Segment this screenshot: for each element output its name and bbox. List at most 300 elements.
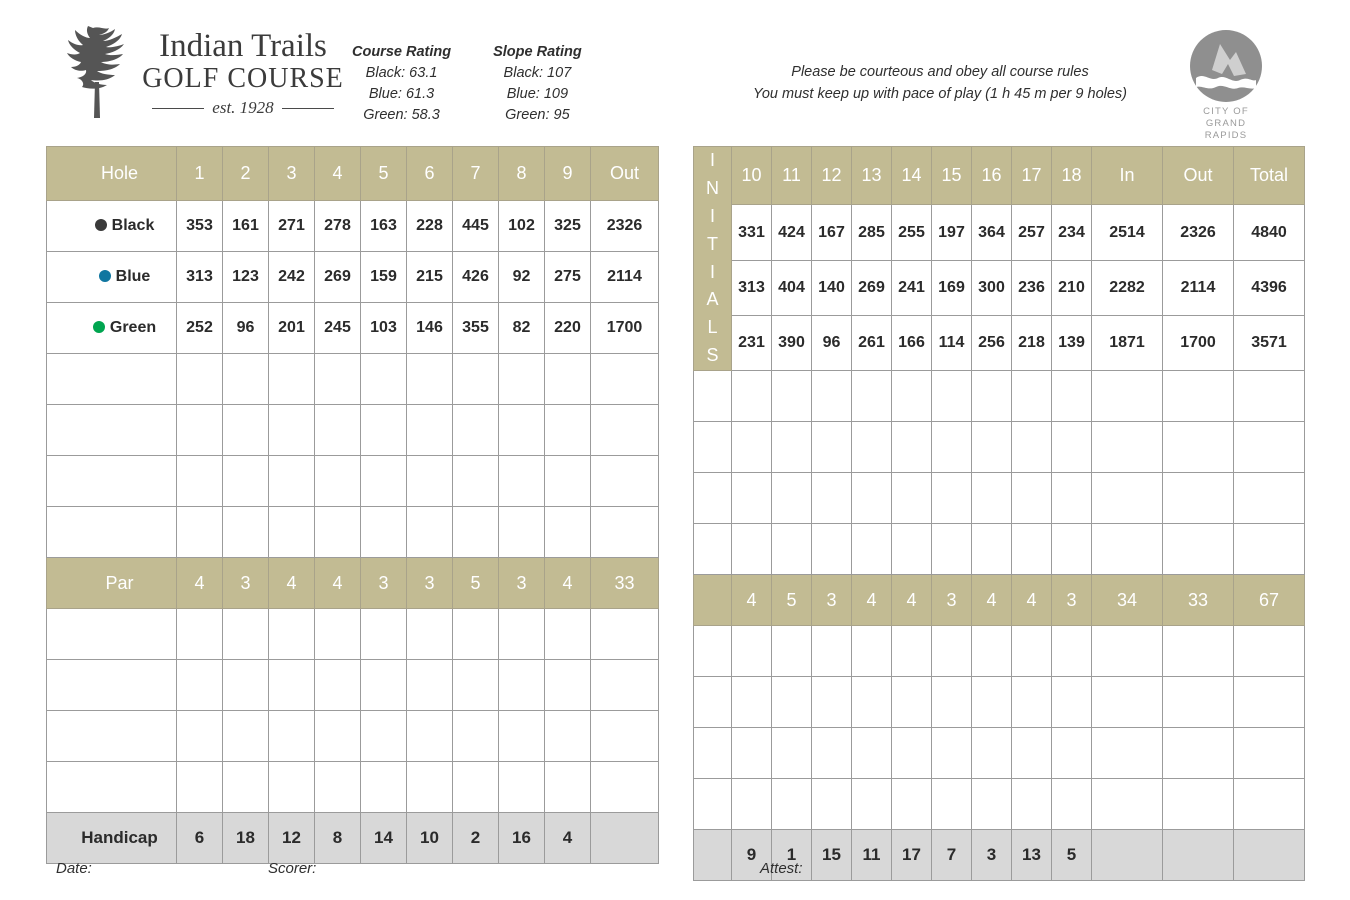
front-blank-cell[interactable] (315, 660, 361, 711)
back-blank-cell[interactable] (932, 422, 972, 473)
front-yardage-cell: 271 (269, 201, 315, 252)
back-blank-cell[interactable] (1234, 626, 1305, 677)
back-blank-cell[interactable] (1092, 524, 1163, 575)
back-initials-blank-cell[interactable] (694, 524, 732, 575)
front-blank-cell[interactable] (269, 405, 315, 456)
back-par-cell: 3 (812, 575, 852, 626)
front-blank-cell[interactable] (177, 354, 223, 405)
front-blank-row (47, 711, 659, 762)
back-blank-cell[interactable] (972, 779, 1012, 830)
back-yardage-cell: 166 (892, 315, 932, 370)
back-in-header: In (1092, 147, 1163, 205)
notice-line-1: Please be courteous and obey all course rules (791, 64, 1089, 80)
back-blank-row (694, 728, 1305, 779)
back-blank-cell[interactable] (852, 626, 892, 677)
front-blank-cell[interactable] (453, 456, 499, 507)
back-blank-cell[interactable] (812, 422, 852, 473)
front-tee-label-black (47, 201, 177, 252)
front-yardage-cell: 325 (545, 201, 591, 252)
front-handicap-cell: 12 (269, 813, 315, 864)
back-blank-cell[interactable] (852, 779, 892, 830)
front-blank-cell[interactable] (269, 660, 315, 711)
front-yardage-cell: 146 (407, 303, 453, 354)
front-tee-row-black (47, 201, 659, 252)
back-blank-cell[interactable] (1092, 728, 1163, 779)
front-blank-cell[interactable] (177, 609, 223, 660)
front-blank-cell[interactable] (269, 762, 315, 813)
back-blank-cell[interactable] (1092, 677, 1163, 728)
back-blank-cell[interactable] (892, 728, 932, 779)
back-blank-cell[interactable] (1163, 626, 1234, 677)
front-blank-cell[interactable] (545, 456, 591, 507)
back-blank-cell[interactable] (772, 524, 812, 575)
front-blank-cell[interactable] (453, 405, 499, 456)
front-blank-cell[interactable] (47, 711, 177, 762)
front-blank-cell[interactable] (269, 711, 315, 762)
back-par-total: 67 (1234, 575, 1305, 626)
front-blank-cell[interactable] (177, 507, 223, 558)
front-blank-cell[interactable] (591, 354, 659, 405)
front-yardage-cell: 245 (315, 303, 361, 354)
front-blank-row (47, 507, 659, 558)
back-blank-cell[interactable] (732, 626, 772, 677)
front-blank-cell[interactable] (407, 609, 453, 660)
scorer-label: Scorer: (268, 860, 317, 877)
front-blank-cell[interactable] (361, 456, 407, 507)
back-initials-blank-cell[interactable] (694, 677, 732, 728)
front-blank-cell[interactable] (223, 354, 269, 405)
front-yardage-cell: 123 (223, 252, 269, 303)
back-blank-cell[interactable] (1234, 473, 1305, 524)
back-blank-cell[interactable] (932, 524, 972, 575)
front-blank-cell[interactable] (47, 405, 177, 456)
back-blank-cell[interactable] (1012, 371, 1052, 422)
front-blank-row (47, 405, 659, 456)
back-yardage-cell: 261 (852, 315, 892, 370)
back-par-cell: 4 (852, 575, 892, 626)
front-yardage-cell: 102 (499, 201, 545, 252)
front-blank-cell[interactable] (545, 405, 591, 456)
back-blank-cell[interactable] (1163, 524, 1234, 575)
back-blank-cell[interactable] (772, 728, 812, 779)
front-yardage-cell: 163 (361, 201, 407, 252)
front-blank-cell[interactable] (361, 660, 407, 711)
front-yardage-cell: 313 (177, 252, 223, 303)
front-yardage-cell: 103 (361, 303, 407, 354)
back-blank-cell[interactable] (1012, 473, 1052, 524)
back-initials-blank-cell[interactable] (694, 779, 732, 830)
back-blank-cell[interactable] (1012, 626, 1052, 677)
back-blank-row (694, 371, 1305, 422)
back-header-row (694, 147, 1305, 205)
front-blank-cell[interactable] (545, 609, 591, 660)
back-yardage-cell: 256 (972, 315, 1012, 370)
back-blank-cell[interactable] (1163, 371, 1234, 422)
city-logo-line2: GRAND (1205, 117, 1247, 129)
front-yardage-cell: 355 (453, 303, 499, 354)
course-rating-title: Course Rating (352, 44, 452, 60)
front-blank-cell[interactable] (269, 609, 315, 660)
back-blank-cell[interactable] (732, 728, 772, 779)
front-blank-cell[interactable] (47, 507, 177, 558)
front-tee-row-blue (47, 252, 659, 303)
front-blank-cell[interactable] (453, 507, 499, 558)
back-total-header: Total (1234, 147, 1305, 205)
front-blank-cell[interactable] (591, 762, 659, 813)
back-blank-cell[interactable] (972, 371, 1012, 422)
front-tee-label-blue (47, 252, 177, 303)
front-blank-cell[interactable] (315, 354, 361, 405)
back-blank-cell[interactable] (1052, 728, 1092, 779)
front-blank-cell[interactable] (269, 354, 315, 405)
back-blank-cell[interactable] (1012, 422, 1052, 473)
back-initials-blank-cell[interactable] (694, 422, 732, 473)
back-blank-cell[interactable] (972, 473, 1012, 524)
back-blank-cell[interactable] (772, 626, 812, 677)
back-blank-cell[interactable] (812, 524, 852, 575)
front-blank-cell[interactable] (223, 660, 269, 711)
front-blank-cell[interactable] (223, 405, 269, 456)
back-blank-cell[interactable] (932, 371, 972, 422)
front-blank-cell[interactable] (269, 456, 315, 507)
back-yardage-cell: 390 (772, 315, 812, 370)
front-blank-cell[interactable] (269, 507, 315, 558)
front-blank-cell[interactable] (545, 711, 591, 762)
back-blank-row (694, 626, 1305, 677)
back-in-total: 2514 (1092, 205, 1163, 260)
front-blank-cell[interactable] (177, 660, 223, 711)
front-par-out: 33 (591, 558, 659, 609)
back-blank-cell[interactable] (932, 677, 972, 728)
front-blank-cell[interactable] (499, 711, 545, 762)
back-par-row (694, 575, 1305, 626)
front-blank-cell[interactable] (499, 762, 545, 813)
front-blank-cell[interactable] (47, 354, 177, 405)
front-blank-cell[interactable] (591, 456, 659, 507)
front-blank-cell[interactable] (591, 609, 659, 660)
course-rating-black: Black: 63.1 (365, 65, 438, 81)
back-blank-cell[interactable] (1234, 779, 1305, 830)
back-hole-header-16: 16 (972, 147, 1012, 205)
front-blank-cell[interactable] (177, 711, 223, 762)
front-blank-cell[interactable] (47, 456, 177, 507)
back-blank-cell[interactable] (932, 473, 972, 524)
back-blank-cell[interactable] (1234, 677, 1305, 728)
back-yardage-cell: 424 (772, 205, 812, 260)
back-blank-cell[interactable] (972, 728, 1012, 779)
back-out-total: 2326 (1163, 205, 1234, 260)
back-blank-cell[interactable] (1234, 371, 1305, 422)
front-yardage-cell: 96 (223, 303, 269, 354)
front-blank-cell[interactable] (361, 354, 407, 405)
back-yardage-cell: 300 (972, 260, 1012, 315)
brand-rule-right (282, 108, 334, 109)
back-blank-cell[interactable] (892, 524, 932, 575)
front-blank-cell[interactable] (407, 405, 453, 456)
back-blank-cell[interactable] (812, 473, 852, 524)
back-initials-blank-cell[interactable] (694, 371, 732, 422)
handicap-label: Handicap (47, 813, 177, 864)
front-blank-cell[interactable] (47, 762, 177, 813)
front-yardage-cell: 269 (315, 252, 361, 303)
front-blank-cell[interactable] (407, 762, 453, 813)
back-in-total: 1871 (1092, 315, 1163, 370)
back-blank-cell[interactable] (732, 779, 772, 830)
front-blank-cell[interactable] (47, 660, 177, 711)
front-blank-cell[interactable] (453, 762, 499, 813)
front-blank-cell[interactable] (591, 711, 659, 762)
back-tee-row-blue (694, 260, 1305, 315)
back-blank-cell[interactable] (932, 626, 972, 677)
back-blank-cell[interactable] (1234, 524, 1305, 575)
back-out-total: 1700 (1163, 315, 1234, 370)
front-blank-cell[interactable] (499, 456, 545, 507)
front-blank-cell[interactable] (407, 354, 453, 405)
tee-name-text: Blue (115, 268, 151, 285)
back-blank-cell[interactable] (932, 728, 972, 779)
front-handicap-cell: 16 (499, 813, 545, 864)
back-blank-row (694, 524, 1305, 575)
back-handicap-cell: 9 (732, 830, 772, 881)
front-par-cell: 3 (407, 558, 453, 609)
back-blank-cell[interactable] (972, 626, 1012, 677)
back-blank-cell[interactable] (812, 779, 852, 830)
back-blank-cell[interactable] (1012, 524, 1052, 575)
back-yardage-cell: 210 (1052, 260, 1092, 315)
back-blank-cell[interactable] (852, 524, 892, 575)
front-blank-cell[interactable] (223, 507, 269, 558)
scorecard-footer (0, 856, 1350, 896)
back-blank-cell[interactable] (772, 779, 812, 830)
back-yardage-cell: 231 (732, 315, 772, 370)
front-blank-cell[interactable] (453, 711, 499, 762)
back-blank-cell[interactable] (1052, 371, 1092, 422)
front-blank-cell[interactable] (177, 405, 223, 456)
back-blank-cell[interactable] (1163, 473, 1234, 524)
back-par-in: 34 (1092, 575, 1163, 626)
back-blank-cell[interactable] (1234, 728, 1305, 779)
back-blank-cell[interactable] (772, 677, 812, 728)
back-blank-cell[interactable] (972, 677, 1012, 728)
back-hole-header-17: 17 (1012, 147, 1052, 205)
back-blank-cell[interactable] (1092, 626, 1163, 677)
back-blank-cell[interactable] (1092, 371, 1163, 422)
front-yardage-cell: 353 (177, 201, 223, 252)
back-blank-cell[interactable] (1012, 779, 1052, 830)
front-yardage-cell: 82 (499, 303, 545, 354)
front-blank-cell[interactable] (499, 609, 545, 660)
front-par-cell: 4 (269, 558, 315, 609)
back-blank-cell[interactable] (1163, 728, 1234, 779)
back-blank-cell[interactable] (1092, 779, 1163, 830)
front-blank-cell[interactable] (315, 405, 361, 456)
front-yardage-cell: 252 (177, 303, 223, 354)
back-yardage-cell: 114 (932, 315, 972, 370)
front-blank-cell[interactable] (407, 507, 453, 558)
front-blank-cell[interactable] (499, 405, 545, 456)
back-blank-cell[interactable] (852, 371, 892, 422)
back-yardage-cell: 269 (852, 260, 892, 315)
front-blank-cell[interactable] (545, 660, 591, 711)
front-blank-cell[interactable] (591, 405, 659, 456)
front-blank-cell[interactable] (47, 609, 177, 660)
back-blank-cell[interactable] (852, 473, 892, 524)
back-blank-cell[interactable] (1092, 422, 1163, 473)
course-rating-blue: Blue: 61.3 (368, 86, 435, 103)
back-blank-cell[interactable] (812, 728, 852, 779)
front-blank-cell[interactable] (315, 609, 361, 660)
front-tee-label-green (47, 303, 177, 354)
front-blank-cell[interactable] (315, 762, 361, 813)
front-blank-cell[interactable] (545, 762, 591, 813)
front-blank-cell[interactable] (591, 507, 659, 558)
back-blank-cell[interactable] (812, 677, 852, 728)
front-blank-cell[interactable] (499, 660, 545, 711)
attest-label: Attest: (760, 860, 803, 877)
back-blank-cell[interactable] (1052, 677, 1092, 728)
front-out-yardage: 1700 (591, 303, 659, 354)
front-blank-cell[interactable] (315, 711, 361, 762)
back-blank-cell[interactable] (892, 779, 932, 830)
front-blank-cell[interactable] (315, 456, 361, 507)
back-blank-cell[interactable] (852, 422, 892, 473)
back-blank-cell[interactable] (1163, 677, 1234, 728)
front-handicap-cell: 8 (315, 813, 361, 864)
back-blank-cell[interactable] (852, 677, 892, 728)
back-blank-cell[interactable] (812, 371, 852, 422)
front-blank-cell[interactable] (453, 660, 499, 711)
back-blank-cell[interactable] (1163, 422, 1234, 473)
front-blank-cell[interactable] (361, 711, 407, 762)
front-blank-cell[interactable] (361, 507, 407, 558)
tee-color-dot-black (95, 219, 107, 231)
front-blank-cell[interactable] (223, 711, 269, 762)
back-blank-cell[interactable] (1052, 779, 1092, 830)
back-yardage-cell: 313 (732, 260, 772, 315)
back-blank-cell[interactable] (732, 371, 772, 422)
front-blank-cell[interactable] (499, 354, 545, 405)
back-out-header: Out (1163, 147, 1234, 205)
back-blank-cell[interactable] (892, 422, 932, 473)
front-blank-row (47, 660, 659, 711)
back-yardage-cell: 197 (932, 205, 972, 260)
back-blank-cell[interactable] (1012, 728, 1052, 779)
back-blank-cell[interactable] (772, 473, 812, 524)
initials-label: I N I T I A L S (706, 150, 719, 366)
back-hole-header-11: 11 (772, 147, 812, 205)
back-blank-cell[interactable] (1052, 473, 1092, 524)
back-blank-cell[interactable] (732, 677, 772, 728)
front-blank-cell[interactable] (407, 456, 453, 507)
back-blank-cell[interactable] (812, 626, 852, 677)
front-blank-cell[interactable] (315, 507, 361, 558)
back-blank-cell[interactable] (732, 422, 772, 473)
front-out-yardage: 2326 (591, 201, 659, 252)
tee-color-dot-green (93, 321, 105, 333)
front-blank-cell[interactable] (545, 507, 591, 558)
back-hole-header-18: 18 (1052, 147, 1092, 205)
back-blank-cell[interactable] (732, 524, 772, 575)
back-blank-cell[interactable] (972, 422, 1012, 473)
back-initials-blank-cell[interactable] (694, 728, 732, 779)
back-blank-cell[interactable] (772, 371, 812, 422)
back-blank-cell[interactable] (772, 422, 812, 473)
front-blank-cell[interactable] (407, 711, 453, 762)
brand-name-line2: GOLF COURSE (142, 63, 344, 94)
front-blank-cell[interactable] (407, 660, 453, 711)
back-par-cell: 3 (932, 575, 972, 626)
front-blank-cell[interactable] (499, 507, 545, 558)
front-blank-cell[interactable] (591, 660, 659, 711)
front-blank-cell[interactable] (223, 609, 269, 660)
front-blank-cell[interactable] (453, 354, 499, 405)
back-blank-cell[interactable] (852, 728, 892, 779)
back-yardage-cell: 364 (972, 205, 1012, 260)
slope-rating-column (493, 44, 582, 126)
back-blank-row (694, 677, 1305, 728)
front-blank-cell[interactable] (177, 456, 223, 507)
initials-column (694, 147, 732, 371)
front-blank-cell[interactable] (177, 762, 223, 813)
back-hole-header-15: 15 (932, 147, 972, 205)
back-grand-total: 4396 (1234, 260, 1305, 315)
front-par-cell: 4 (315, 558, 361, 609)
back-blank-cell[interactable] (972, 524, 1012, 575)
front-hole-header-3: 3 (269, 147, 315, 201)
front-hole-header-6: 6 (407, 147, 453, 201)
back-blank-cell[interactable] (892, 473, 932, 524)
back-blank-cell[interactable] (892, 677, 932, 728)
front-yardage-cell: 275 (545, 252, 591, 303)
back-blank-cell[interactable] (1163, 779, 1234, 830)
back-blank-cell[interactable] (892, 626, 932, 677)
front-blank-cell[interactable] (223, 456, 269, 507)
back-blank-cell[interactable] (1052, 626, 1092, 677)
back-blank-cell[interactable] (892, 371, 932, 422)
back-blank-cell[interactable] (932, 779, 972, 830)
back-yardage-cell: 169 (932, 260, 972, 315)
back-blank-cell[interactable] (1234, 422, 1305, 473)
front-yardage-cell: 161 (223, 201, 269, 252)
front-blank-cell[interactable] (545, 354, 591, 405)
front-blank-cell[interactable] (453, 609, 499, 660)
front-blank-cell[interactable] (361, 609, 407, 660)
back-blank-cell[interactable] (732, 473, 772, 524)
front-blank-cell[interactable] (223, 762, 269, 813)
front-nine-card (46, 146, 658, 864)
front-par-cell: 3 (223, 558, 269, 609)
front-yardage-cell: 201 (269, 303, 315, 354)
back-hole-header-13: 13 (852, 147, 892, 205)
front-blank-row (47, 609, 659, 660)
back-blank-cell[interactable] (1052, 524, 1092, 575)
front-blank-cell[interactable] (361, 762, 407, 813)
front-handicap-cell: 10 (407, 813, 453, 864)
back-blank-cell[interactable] (1012, 677, 1052, 728)
back-blank-cell[interactable] (1092, 473, 1163, 524)
front-yardage-cell: 278 (315, 201, 361, 252)
front-blank-cell[interactable] (361, 405, 407, 456)
back-blank-cell[interactable] (1052, 422, 1092, 473)
back-par-out: 33 (1163, 575, 1234, 626)
back-par-cell: 4 (732, 575, 772, 626)
back-yardage-cell: 404 (772, 260, 812, 315)
back-blank-row (694, 779, 1305, 830)
back-initials-blank-cell[interactable] (694, 473, 732, 524)
front-par-cell: 3 (499, 558, 545, 609)
back-hole-header-14: 14 (892, 147, 932, 205)
back-initials-blank-cell[interactable] (694, 626, 732, 677)
